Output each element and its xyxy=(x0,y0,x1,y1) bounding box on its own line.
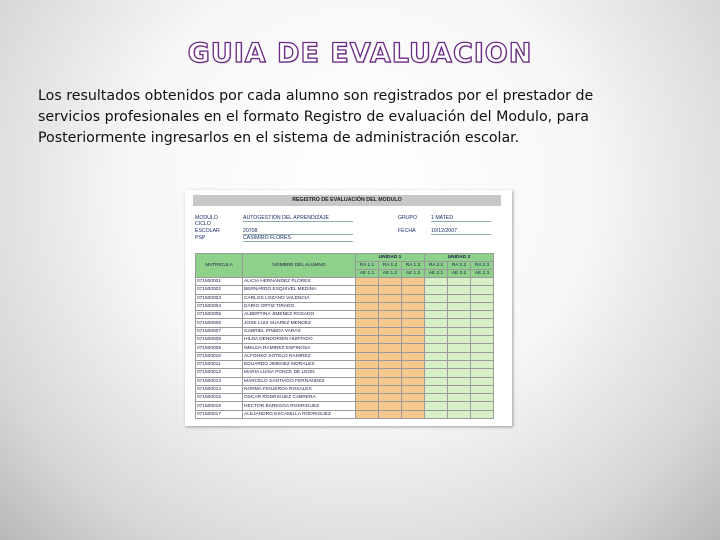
nombre-cell: BERNARDO ESQUIVEL MEDINA xyxy=(243,286,356,294)
grade-cell xyxy=(402,385,425,393)
ra-header: RA 1.1 xyxy=(356,262,379,270)
matricula-cell: 071500002 xyxy=(196,286,243,294)
grade-cell xyxy=(356,402,379,410)
grade-cell xyxy=(379,302,402,310)
info-underline xyxy=(243,234,353,235)
grade-cell xyxy=(356,360,379,368)
grade-cell xyxy=(425,394,448,402)
unit2-header: UNIDAD 2 xyxy=(425,254,494,262)
info-underline xyxy=(243,241,353,242)
nombre-cell: JOSE LUIS SUAREZ MENDEZ xyxy=(243,319,356,327)
grade-cell xyxy=(425,360,448,368)
matricula-cell: 071500004 xyxy=(196,302,243,310)
fecha-value: 10/12/2007 xyxy=(431,228,457,234)
matricula-cell: 071500012 xyxy=(196,369,243,377)
grade-cell xyxy=(448,319,471,327)
matricula-cell: 071500001 xyxy=(196,278,243,286)
grade-cell xyxy=(471,286,494,294)
grade-cell xyxy=(448,311,471,319)
info-underline xyxy=(431,234,491,235)
escolar-value: 20708 xyxy=(243,228,258,234)
description-line: servicios profesionales en el formato Registro de evaluación del Modulo, para xyxy=(38,109,589,125)
matricula-cell: 071500010 xyxy=(196,352,243,360)
ae-header: AE 2.3 xyxy=(471,270,494,278)
grade-cell xyxy=(425,302,448,310)
grade-cell xyxy=(425,336,448,344)
nombre-cell: HECTOR BAREGGA RODRIGUEZ xyxy=(243,402,356,410)
grade-cell xyxy=(402,327,425,335)
grade-cell xyxy=(379,360,402,368)
grade-cell xyxy=(471,410,494,418)
unit1-header: UNIDAD 1 xyxy=(356,254,425,262)
grade-cell xyxy=(448,385,471,393)
grade-cell xyxy=(471,344,494,352)
grade-cell xyxy=(402,294,425,302)
grade-cell xyxy=(402,278,425,286)
grade-cell xyxy=(402,402,425,410)
grade-cell xyxy=(356,336,379,344)
psp-label: PSP xyxy=(195,235,206,241)
grupo-label: GRUPO xyxy=(398,215,418,221)
grade-cell xyxy=(379,344,402,352)
grade-cell xyxy=(425,286,448,294)
grade-cell xyxy=(356,352,379,360)
grade-cell xyxy=(356,302,379,310)
ae-header: AE 1.1 xyxy=(356,270,379,278)
grade-cell xyxy=(379,336,402,344)
nombre-cell: ALEJANDRO ESCAMILLA RODRIGUEZ xyxy=(243,410,356,418)
table-row xyxy=(196,311,494,319)
grade-cell xyxy=(379,286,402,294)
grade-cell xyxy=(356,286,379,294)
grade-cell xyxy=(379,377,402,385)
grade-cell xyxy=(471,402,494,410)
sheet-heading: REGISTRO DE EVALUACIÓN DEL MODULO xyxy=(193,195,501,206)
grade-cell xyxy=(356,385,379,393)
grade-cell xyxy=(425,327,448,335)
nombre-cell: HILDA DENDORIEN HURTADO xyxy=(243,336,356,344)
nombre-cell: GABRIEL PINEDA VARAS xyxy=(243,327,356,335)
evaluation-table xyxy=(195,253,494,419)
matricula-cell: 071500007 xyxy=(196,327,243,335)
grade-cell xyxy=(471,294,494,302)
sheet-info-block xyxy=(195,215,495,243)
matricula-cell: 071500014 xyxy=(196,385,243,393)
grade-cell xyxy=(425,319,448,327)
nombre-cell: ALFONSO SOTELO RAMIREZ xyxy=(243,352,356,360)
matricula-cell: 071500003 xyxy=(196,294,243,302)
grade-cell xyxy=(402,344,425,352)
table-row xyxy=(196,410,494,418)
grade-cell xyxy=(379,327,402,335)
grade-cell xyxy=(379,294,402,302)
table-row xyxy=(196,294,494,302)
grade-cell xyxy=(448,394,471,402)
student-rows xyxy=(196,278,494,419)
matricula-cell: 071500013 xyxy=(196,377,243,385)
page-title: GUIA DE EVALUACION xyxy=(187,38,533,69)
grade-cell xyxy=(448,278,471,286)
grade-cell xyxy=(356,394,379,402)
grade-cell xyxy=(425,294,448,302)
grade-cell xyxy=(402,319,425,327)
matricula-cell: 071500008 xyxy=(196,336,243,344)
grade-cell xyxy=(356,278,379,286)
grade-cell xyxy=(425,369,448,377)
description-line: Los resultados obtenidos por cada alumno son registrados por el prestador de xyxy=(38,88,594,104)
matricula-cell: 071500015 xyxy=(196,394,243,402)
grade-cell xyxy=(448,369,471,377)
grade-cell xyxy=(379,394,402,402)
modulo-value: AUTOGESTIÓN DEL APRENDIZAJE xyxy=(243,215,329,221)
grade-cell xyxy=(402,286,425,294)
matricula-cell: 071500016 xyxy=(196,402,243,410)
ra-header: RA 2.3 xyxy=(471,262,494,270)
grade-cell xyxy=(471,302,494,310)
grade-cell xyxy=(402,410,425,418)
nombre-cell: IMELDA RAMIREZ ESPINOSA xyxy=(243,344,356,352)
table-row xyxy=(196,278,494,286)
ra-header: RA 2.2 xyxy=(448,262,471,270)
grade-cell xyxy=(425,402,448,410)
nombre-cell: DARIO ORTIZ TIRADO xyxy=(243,302,356,310)
table-row xyxy=(196,302,494,310)
nombre-cell: ALBERTINA JIMENEZ ROSADO xyxy=(243,311,356,319)
grade-cell xyxy=(448,377,471,385)
grade-cell xyxy=(471,311,494,319)
grade-cell xyxy=(379,278,402,286)
grade-cell xyxy=(471,394,494,402)
grade-cell xyxy=(471,319,494,327)
grade-cell xyxy=(379,369,402,377)
grade-cell xyxy=(356,377,379,385)
nombre-cell: OSCAR RODRIGUEZ CABRERA xyxy=(243,394,356,402)
grade-cell xyxy=(356,410,379,418)
grade-cell xyxy=(402,302,425,310)
grade-cell xyxy=(471,369,494,377)
table-row xyxy=(196,385,494,393)
grade-cell xyxy=(425,385,448,393)
nombre-cell: CARLOS LOZANO VALENCIA xyxy=(243,294,356,302)
table-row xyxy=(196,402,494,410)
matricula-cell: 071500017 xyxy=(196,410,243,418)
grupo-value: 1 MATED xyxy=(431,215,454,221)
table-row xyxy=(196,369,494,377)
table-row xyxy=(196,394,494,402)
grade-cell xyxy=(448,336,471,344)
fecha-label: FECHA xyxy=(398,228,416,234)
grade-cell xyxy=(471,360,494,368)
ra-header: RA 1.2 xyxy=(379,262,402,270)
nombre-cell: ALICIA HERNANDEZ FLORES xyxy=(243,278,356,286)
table-row xyxy=(196,327,494,335)
matricula-cell: 071500005 xyxy=(196,311,243,319)
grade-cell xyxy=(379,402,402,410)
grade-cell xyxy=(379,410,402,418)
grade-cell xyxy=(471,352,494,360)
grade-cell xyxy=(448,286,471,294)
grade-cell xyxy=(471,278,494,286)
ae-header: AE 2.2 xyxy=(448,270,471,278)
ra-header: RA 2.1 xyxy=(425,262,448,270)
grade-cell xyxy=(448,302,471,310)
grade-cell xyxy=(425,311,448,319)
grade-cell xyxy=(448,294,471,302)
table-row xyxy=(196,344,494,352)
ae-header: AE 1.3 xyxy=(402,270,425,278)
table-row xyxy=(196,352,494,360)
table-row xyxy=(196,377,494,385)
table-row xyxy=(196,360,494,368)
grade-cell xyxy=(425,352,448,360)
grade-cell xyxy=(471,377,494,385)
ciclo-label: CICLO xyxy=(195,221,211,227)
escolar-label: ESCOLAR xyxy=(195,228,220,234)
matricula-cell: 071500009 xyxy=(196,344,243,352)
modulo-label: MODULO xyxy=(195,215,218,221)
nombre-header: NOMBRE DEL ALUMNO xyxy=(243,254,356,278)
grade-cell xyxy=(356,319,379,327)
grade-cell xyxy=(402,360,425,368)
grade-cell xyxy=(425,377,448,385)
info-underline xyxy=(431,221,491,222)
nombre-cell: MARCELO SANTIAGO FERNANDEZ xyxy=(243,377,356,385)
ra-header: RA 1.3 xyxy=(402,262,425,270)
grade-cell xyxy=(425,344,448,352)
grade-cell xyxy=(448,344,471,352)
nombre-cell: NORMA FIGUEROA ROSALES xyxy=(243,385,356,393)
ae-header: AE 2.1 xyxy=(425,270,448,278)
grade-cell xyxy=(356,311,379,319)
nombre-cell: EDUARDO JIMENEZ MORALES xyxy=(243,360,356,368)
psp-value: CASIMIRO FLORES xyxy=(243,235,291,241)
grade-cell xyxy=(379,385,402,393)
grade-cell xyxy=(356,294,379,302)
ae-header: AE 1.2 xyxy=(379,270,402,278)
matricula-cell: 071500011 xyxy=(196,360,243,368)
grade-cell xyxy=(379,319,402,327)
description-paragraph xyxy=(38,86,698,149)
table-row xyxy=(196,286,494,294)
nombre-cell: MARIA LUISA PONCE DE LEON xyxy=(243,369,356,377)
grade-cell xyxy=(356,344,379,352)
grade-cell xyxy=(471,336,494,344)
matricula-cell: 071500006 xyxy=(196,319,243,327)
grade-cell xyxy=(425,278,448,286)
grade-cell xyxy=(379,352,402,360)
grade-cell xyxy=(402,311,425,319)
grade-cell xyxy=(425,410,448,418)
grade-cell xyxy=(448,360,471,368)
grade-cell xyxy=(471,327,494,335)
grade-cell xyxy=(402,369,425,377)
grade-cell xyxy=(356,327,379,335)
matricula-header: MATRICULA xyxy=(196,254,243,278)
grade-cell xyxy=(402,377,425,385)
grade-cell xyxy=(448,410,471,418)
grade-cell xyxy=(402,336,425,344)
grade-cell xyxy=(356,369,379,377)
table-row xyxy=(196,336,494,344)
info-underline xyxy=(243,221,353,222)
grade-cell xyxy=(448,402,471,410)
grade-cell xyxy=(471,385,494,393)
grade-cell xyxy=(379,311,402,319)
table-row xyxy=(196,319,494,327)
grade-cell xyxy=(402,394,425,402)
evaluation-spreadsheet-image xyxy=(185,190,512,426)
description-line: Posteriormente ingresarlos en el sistema de administración escolar. xyxy=(38,130,520,146)
grade-cell xyxy=(448,352,471,360)
grade-cell xyxy=(402,352,425,360)
grade-cell xyxy=(448,327,471,335)
